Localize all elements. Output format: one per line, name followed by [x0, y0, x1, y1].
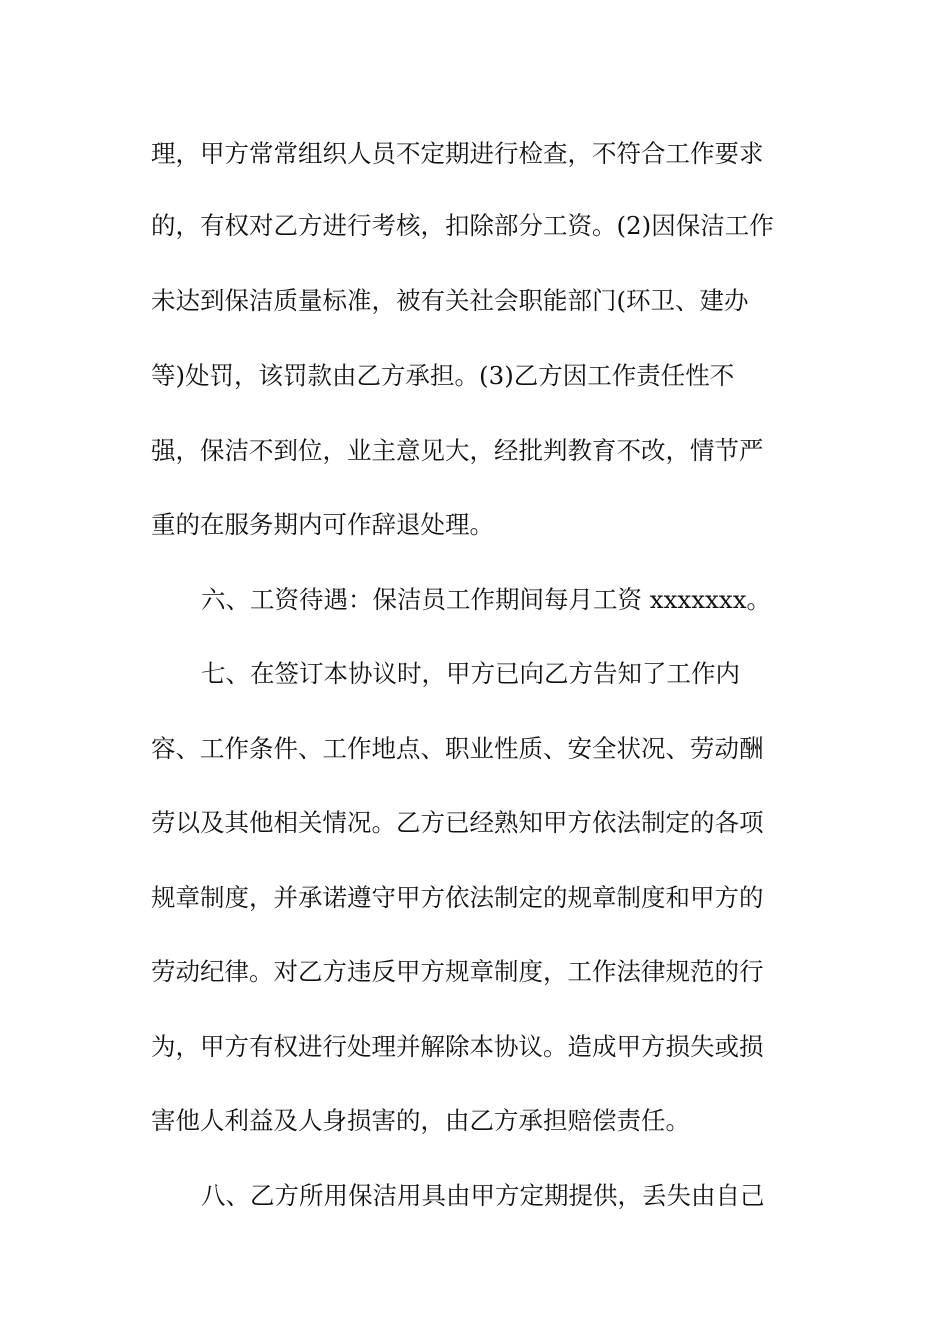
paragraph-eight: 八、乙方所用保洁用具由甲方定期提供，丢失由自己	[201, 1181, 765, 1210]
text-line: 重的在服务期内可作辞退处理。	[151, 510, 494, 539]
paragraph-seven: 七、在签订本协议时，甲方已向乙方告知了工作内	[201, 659, 740, 688]
text-line: 理，甲方常常组织人员不定期进行检查，不符合工作要求	[151, 139, 764, 168]
text-line: 劳以及其他相关情况。乙方已经熟知甲方依法制定的各项	[151, 808, 764, 837]
text-line: 为，甲方有权进行处理并解除本协议。造成甲方损失或损	[151, 1032, 764, 1061]
text-line: 等)处罚，该罚款由乙方承担。(3)乙方因工作责任性不	[151, 361, 735, 390]
text-line: 容、工作条件、工作地点、职业性质、安全状况、劳动酬	[151, 734, 764, 763]
paragraph-six: 六、工资待遇：保洁员工作期间每月工资 xxxxxxx。	[201, 585, 772, 614]
text-line: 害他人利益及人身损害的，由乙方承担赔偿责任。	[151, 1106, 690, 1135]
text-line: 劳动纪律。对乙方违反甲方规章制度，工作法律规范的行	[151, 957, 764, 986]
text-line: 强，保洁不到位，业主意见大，经批判教育不改，情节严	[151, 436, 764, 465]
text-line: 规章制度，并承诺遵守甲方依法制定的规章制度和甲方的	[151, 883, 764, 912]
text-line: 的，有权对乙方进行考核，扣除部分工资。(2)因保洁工作	[151, 211, 774, 240]
text-line: 未达到保洁质量标准，被有关社会职能部门(环卫、建办	[151, 286, 749, 315]
